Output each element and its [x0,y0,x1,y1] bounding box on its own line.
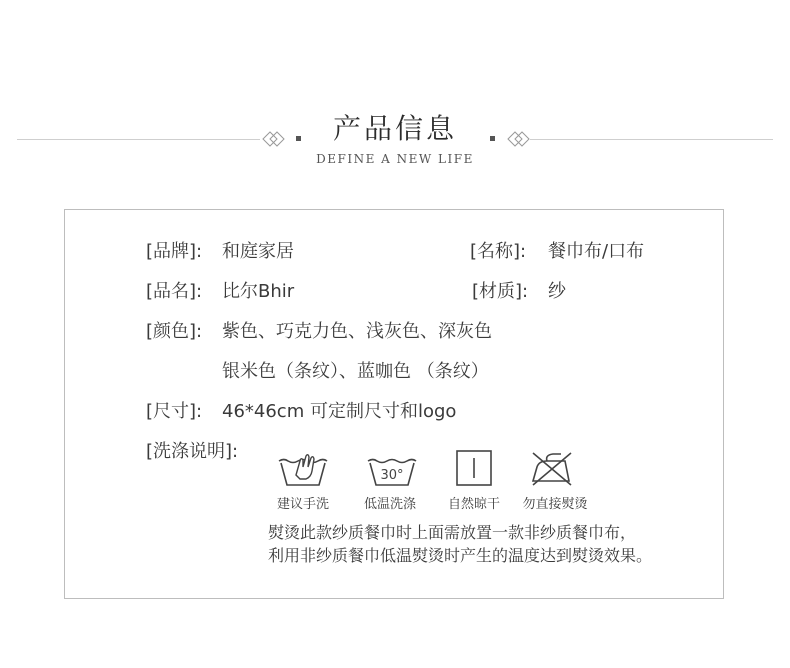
color-label: [颜色]: [146,321,203,342]
hand-wash-icon [276,449,330,489]
name-label: [名称]: [470,241,527,262]
product-label: [品名]: [146,281,203,302]
wash-label: [洗涤说明]: [146,441,239,462]
color-value-line1: 紫色、巧克力色、浅灰色、深灰色 [222,321,492,342]
size-label: [尺寸]: [146,401,203,422]
material-label: [材质]: [472,281,529,302]
drip-dry-label: 自然晾干 [447,497,500,512]
name-value: 餐巾布/口布 [548,241,645,262]
no-iron-label: 勿直接熨烫 [522,497,588,512]
no-iron-icon [525,449,579,489]
drip-dry-icon [447,449,501,489]
ironing-note-line1: 熨烫此款纱质餐巾时上面需放置一款非纱质餐巾布， [268,523,637,542]
color-value-line2: 银米色（条纹）、蓝咖色 （条纹） [222,361,489,382]
material-value: 纱 [548,281,566,302]
wash-temp-text: 30° [380,468,404,483]
hand-wash-label: 建议手洗 [276,497,329,512]
product-value: 比尔Bhir [222,281,295,302]
size-value: 46*46cm 可定制尺寸和logo [222,401,457,422]
ironing-note-line2: 利用非纱质餐巾低温熨烫时产生的温度达到熨烫效果。 [268,546,653,565]
brand-value: 和庭家居 [222,241,294,262]
wash-30-icon [365,449,419,489]
wash-30-label: 低温洗涤 [363,497,416,512]
page-title: 产品信息 [332,112,457,145]
brand-label: [品牌]: [146,241,203,262]
page-subtitle: DEFINE A NEW LIFE [316,152,474,166]
